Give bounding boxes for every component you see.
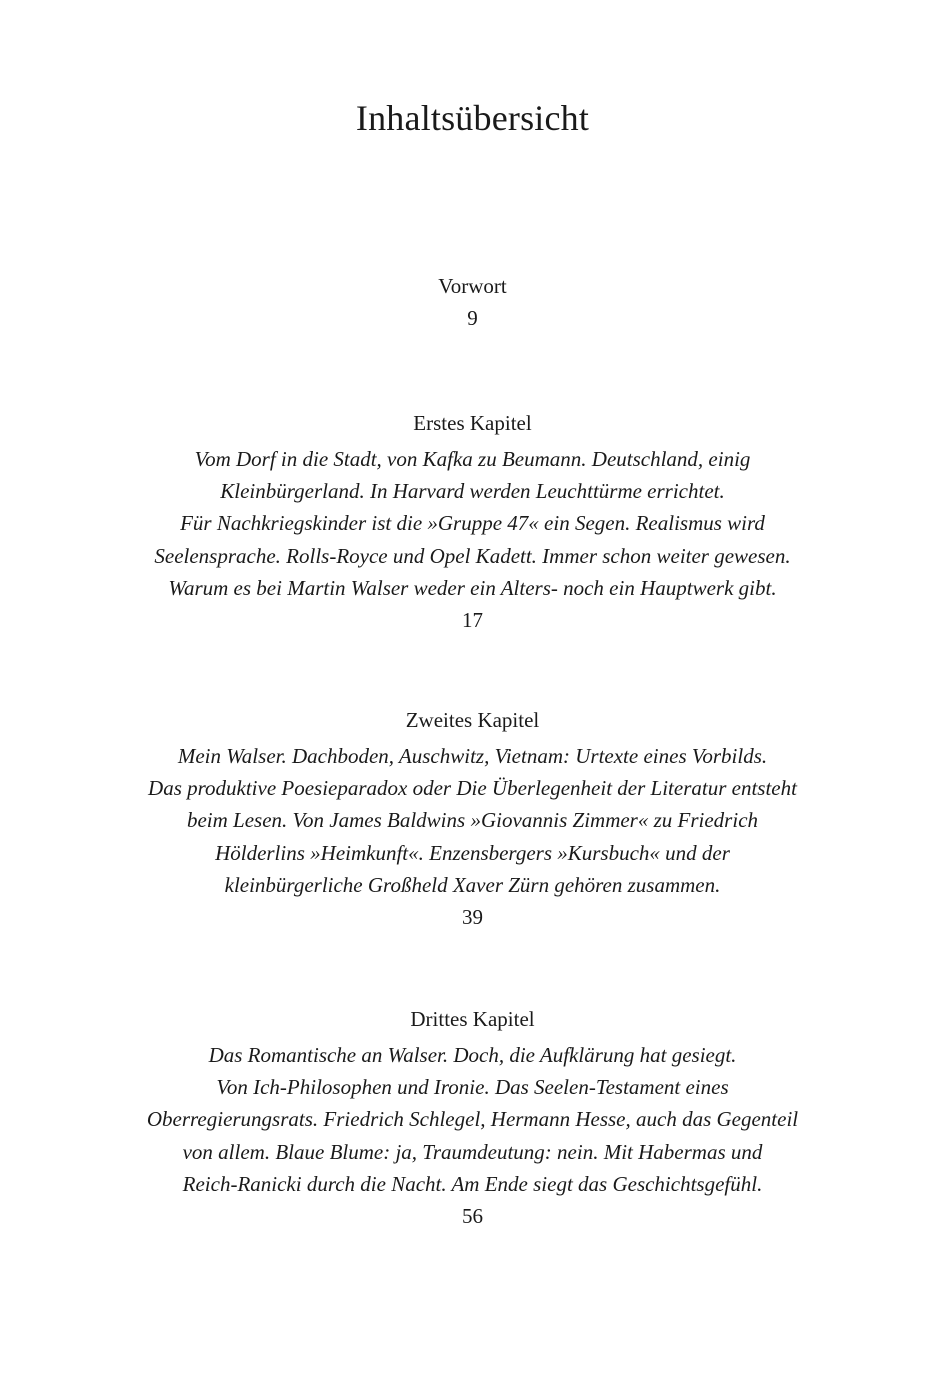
- page-title: Inhaltsübersicht: [355, 98, 590, 138]
- summary-line: Das produktive Poesieparadox oder Die Überlegenheit der Literatur entsteht: [148, 776, 797, 801]
- toc-entry-heading: Drittes Kapitel: [410, 1007, 535, 1031]
- toc-entry-chapter-3: [0, 1003, 945, 1232]
- toc-entry-heading: Erstes Kapitel: [413, 411, 532, 435]
- summary-line: Warum es bei Martin Walser weder ein Alters- noch ein Hauptwerk gibt.: [168, 575, 777, 600]
- summary-line: Für Nachkriegskinder ist die »Gruppe 47« ein Segen. Realismus wird: [180, 511, 765, 536]
- summary-line: Kleinbürgerland. In Harvard werden Leuchttürme errichtet.: [220, 479, 725, 504]
- summary-line: kleinbürgerliche Großheld Xaver Zürn gehören zusammen.: [224, 872, 721, 897]
- toc-entry-page-number: 9: [467, 306, 478, 330]
- summary-line: Seelensprache. Rolls-Royce und Opel Kadett. Immer schon weiter gewesen.: [154, 543, 791, 568]
- toc-entry-page-number: 17: [462, 608, 483, 633]
- summary-line: Von Ich-Philosophen und Ironie. Das Seelen-Testament eines: [216, 1075, 729, 1100]
- toc-entry-heading: Zweites Kapitel: [405, 708, 540, 732]
- toc-entry-chapter-1: [0, 407, 945, 636]
- summary-line: Mein Walser. Dachboden, Auschwitz, Vietnam: Urtexte eines Vorbilds.: [177, 744, 768, 768]
- summary-line: Hölderlins »Heimkunft«. Enzensbergers »Kursbuch« und der: [215, 840, 730, 865]
- summary-line: Oberregierungsrats. Friedrich Schlegel, Hermann Hesse, auch das Gegenteil: [146, 1107, 799, 1132]
- toc-entry-summary: [0, 443, 945, 604]
- summary-line: Das Romantische an Walser. Doch, die Aufklärung hat gesiegt.: [208, 1043, 737, 1067]
- toc-entry-chapter-2: [0, 704, 945, 933]
- toc-entry-heading: Vorwort: [438, 274, 507, 298]
- toc-entry-summary: [0, 1039, 945, 1200]
- toc-entry-vorwort: [0, 270, 945, 334]
- toc-entry-summary: [0, 740, 945, 901]
- summary-line: Vom Dorf in die Stadt, von Kafka zu Beumann. Deutschland, einig: [194, 447, 751, 471]
- summary-line: Reich-Ranicki durch die Nacht. Am Ende siegt das Geschichtsgefühl.: [182, 1171, 763, 1196]
- toc-entry-page-number: 56: [462, 1204, 483, 1229]
- toc-entry-page-number: 39: [462, 905, 483, 930]
- summary-line: beim Lesen. Von James Baldwins »Giovannis Zimmer« zu Friedrich: [186, 808, 759, 833]
- summary-line: von allem. Blaue Blume: ja, Traumdeutung: nein. Mit Habermas und: [182, 1139, 763, 1164]
